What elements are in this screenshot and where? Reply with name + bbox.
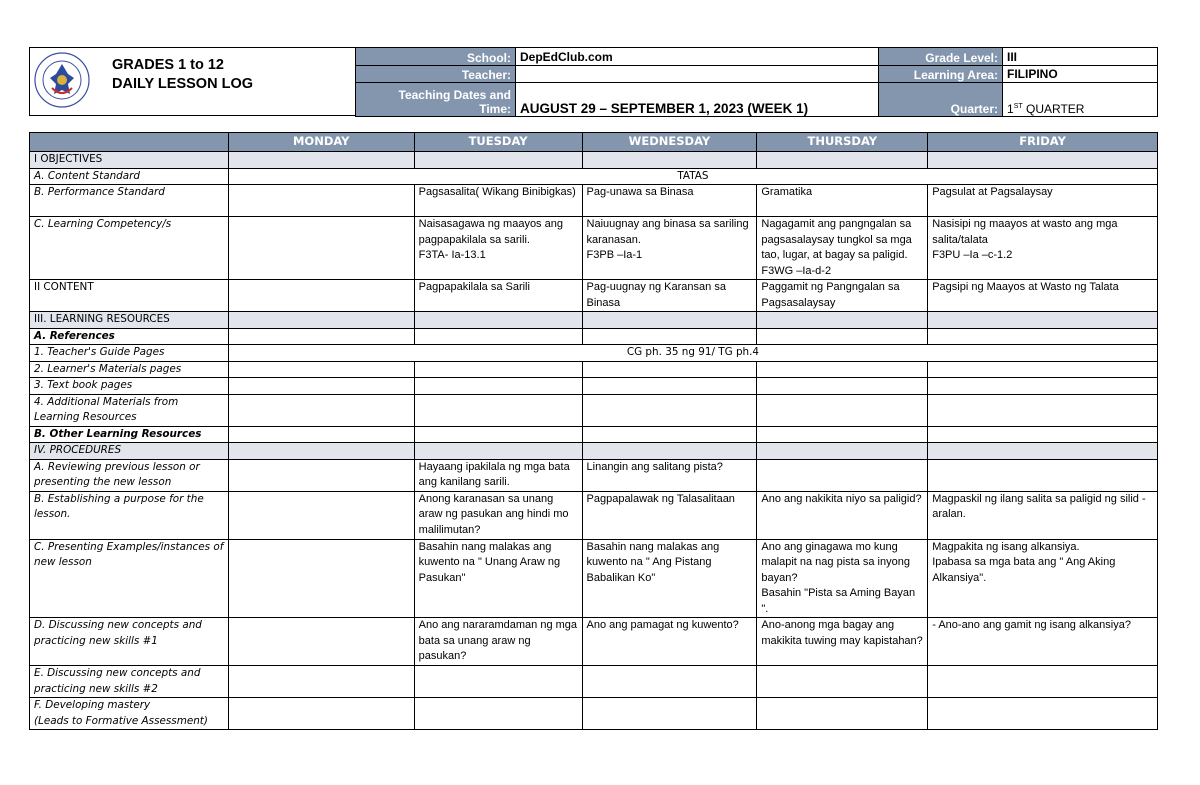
table-row — [30, 539, 1158, 618]
teacher-label: Teacher: — [356, 66, 516, 83]
title-line-2: DAILY LESSON LOG — [112, 76, 253, 92]
procedures-heading: IV. PROCEDURES — [30, 443, 229, 460]
header-title-box — [29, 47, 356, 116]
quarter-suffix: ST — [1013, 103, 1023, 110]
quarter-label: Quarter: — [879, 83, 1003, 117]
header-info-table — [355, 47, 1158, 117]
day-thursday: THURSDAY — [757, 133, 928, 152]
textbook-label: 3. Text book pages — [30, 378, 229, 395]
proc-a-label: A. Reviewing previous lesson or presenting the new lesson — [30, 459, 229, 491]
proc-a-thursday — [757, 459, 928, 491]
proc-a-tuesday: Hayaang ipakilala ng mga bata ang kanilang sarili. — [414, 459, 582, 491]
performance-standard-label: B. Performance Standard — [30, 185, 229, 217]
proc-b-tuesday: Anong karanasan sa unang araw ng pasukan ang hindi mo malilimutan? — [414, 491, 582, 539]
table-row — [30, 426, 1158, 443]
quarter-word: QUARTER — [1025, 102, 1085, 116]
daily-lesson-log-table — [29, 132, 1158, 730]
proc-c-monday — [228, 539, 414, 618]
day-friday: FRIDAY — [928, 133, 1158, 152]
proc-a-wednesday: Linangin ang salitang pista? — [582, 459, 757, 491]
table-row — [30, 328, 1158, 345]
teaching-dates-value: AUGUST 29 – SEPTEMBER 1, 2023 (WEEK 1) — [516, 83, 879, 117]
perf-tuesday: Pagsasalita( Wikang Binibigkas) — [414, 185, 582, 217]
proc-d-wednesday: Ano ang pamagat ng kuwento? — [582, 618, 757, 666]
days-header-row — [30, 133, 1158, 152]
teaching-dates-label — [356, 83, 516, 117]
teacher-value — [516, 66, 879, 83]
quarter-value — [1003, 83, 1158, 117]
table-row — [30, 666, 1158, 698]
content-monday — [228, 280, 414, 312]
proc-e-label: E. Discussing new concepts and practicing new skills #2 — [30, 666, 229, 698]
table-row — [30, 280, 1158, 312]
other-resources-label: B. Other Learning Resources — [30, 426, 229, 443]
proc-c-thursday: Ano ang ginagawa mo kung malapit na nag pista sa inyong bayan? Basahin "Pista sa Aming Bayan ". — [757, 539, 928, 618]
proc-d-tuesday: Ano ang nararamdaman ng mga bata sa unang araw ng pasukan? — [414, 618, 582, 666]
proc-c-label: C. Presenting Examples/instances of new lesson — [30, 539, 229, 618]
perf-monday — [228, 185, 414, 217]
additional-materials-label: 4. Additional Materials from Learning Resources — [30, 394, 229, 426]
proc-f-label: F. Developing mastery (Leads to Formative Assessment) — [30, 698, 229, 730]
table-row — [30, 394, 1158, 426]
table-row — [30, 618, 1158, 666]
comp-thursday: Nagagamit ang pangngalan sa pagsasalaysay tungkol sa mga tao, lugar, at bagay sa paligid. F3WG –Ia-d-2 — [757, 217, 928, 280]
teaching-dates-label-line2: Time: — [479, 102, 511, 116]
day-tuesday: TUESDAY — [414, 133, 582, 152]
learning-area-label: Learning Area: — [879, 66, 1003, 83]
school-label: School: — [356, 48, 516, 66]
proc-a-monday — [228, 459, 414, 491]
proc-b-friday: Magpaskil ng ilang salita sa paligid ng silid - aralan. — [928, 491, 1158, 539]
grade-level-value: III — [1003, 48, 1158, 66]
table-row — [30, 698, 1158, 730]
table-row — [30, 491, 1158, 539]
table-row — [30, 459, 1158, 491]
comp-friday: Nasisipi ng maayos at wasto ang mga salita/talata F3PU –Ia –c-1.2 — [928, 217, 1158, 280]
proc-c-wednesday: Basahin nang malakas ang kuwento na " Ang Pistang Babalikan Ko" — [582, 539, 757, 618]
learning-area-value: FILIPINO — [1003, 66, 1158, 83]
table-row — [30, 217, 1158, 280]
deped-seal-icon — [34, 52, 90, 108]
table-row — [30, 185, 1158, 217]
proc-d-label: D. Discussing new concepts and practicing new skills #1 — [30, 618, 229, 666]
comp-tuesday: Naisasagawa ng maayos ang pagpapakilala sa sarili. F3TA- Ia-13.1 — [414, 217, 582, 280]
objectives-heading: I OBJECTIVES — [30, 152, 229, 169]
title-line-1: GRADES 1 to 12 — [112, 57, 224, 73]
content-friday: Pagsipi ng Maayos at Wasto ng Talata — [928, 280, 1158, 312]
table-row — [30, 361, 1158, 378]
learning-resources-heading: III. LEARNING RESOURCES — [30, 312, 229, 329]
proc-c-friday: Magpakita ng isang alkansiya. Ipabasa sa mga bata ang " Ang Aking Alkansiya". — [928, 539, 1158, 618]
table-row — [30, 345, 1158, 362]
proc-b-thursday: Ano ang nakikita niyo sa paligid? — [757, 491, 928, 539]
proc-c-tuesday: Basahin nang malakas ang kuwento na " Unang Araw ng Pasukan" — [414, 539, 582, 618]
quarter-number: 1 — [1007, 102, 1014, 116]
content-wednesday: Pag-uugnay ng Karansan sa Binasa — [582, 280, 757, 312]
corner-cell — [30, 133, 229, 152]
teaching-dates-label-line1: Teaching Dates and — [398, 88, 511, 102]
table-row — [30, 443, 1158, 460]
teachers-guide-value: CG ph. 35 ng 91/ TG ph.4 — [228, 345, 1157, 362]
learners-materials-label: 2. Learner's Materials pages — [30, 361, 229, 378]
content-standard-label: A. Content Standard — [30, 168, 229, 185]
table-row — [30, 168, 1158, 185]
proc-d-thursday: Ano-anong mga bagay ang makikita tuwing may kapistahan? — [757, 618, 928, 666]
proc-a-friday — [928, 459, 1158, 491]
proc-d-friday: - Ano-ano ang gamit ng isang alkansiya? — [928, 618, 1158, 666]
content-heading: II CONTENT — [30, 280, 229, 312]
proc-b-label: B. Establishing a purpose for the lesson. — [30, 491, 229, 539]
day-monday: MONDAY — [228, 133, 414, 152]
perf-friday: Pagsulat at Pagsalaysay — [928, 185, 1158, 217]
table-row — [30, 152, 1158, 169]
perf-thursday: Gramatika — [757, 185, 928, 217]
content-standard-value: TATAS — [228, 168, 1157, 185]
learning-competency-label: C. Learning Competency/s — [30, 217, 229, 280]
references-heading: A. References — [30, 328, 229, 345]
school-value: DepEdClub.com — [516, 48, 879, 66]
teachers-guide-label: 1. Teacher's Guide Pages — [30, 345, 229, 362]
table-row — [30, 312, 1158, 329]
comp-monday — [228, 217, 414, 280]
perf-wednesday: Pag-unawa sa Binasa — [582, 185, 757, 217]
day-wednesday: WEDNESDAY — [582, 133, 757, 152]
content-tuesday: Pagpapakilala sa Sarili — [414, 280, 582, 312]
page-title — [112, 56, 253, 94]
proc-b-monday — [228, 491, 414, 539]
comp-wednesday: Naiuugnay ang binasa sa sariling karanasan. F3PB –Ia-1 — [582, 217, 757, 280]
content-thursday: Paggamit ng Pangngalan sa Pagsasalaysay — [757, 280, 928, 312]
table-row — [30, 378, 1158, 395]
grade-level-label: Grade Level: — [879, 48, 1003, 66]
proc-d-monday — [228, 618, 414, 666]
proc-b-wednesday: Pagpapalawak ng Talasalitaan — [582, 491, 757, 539]
